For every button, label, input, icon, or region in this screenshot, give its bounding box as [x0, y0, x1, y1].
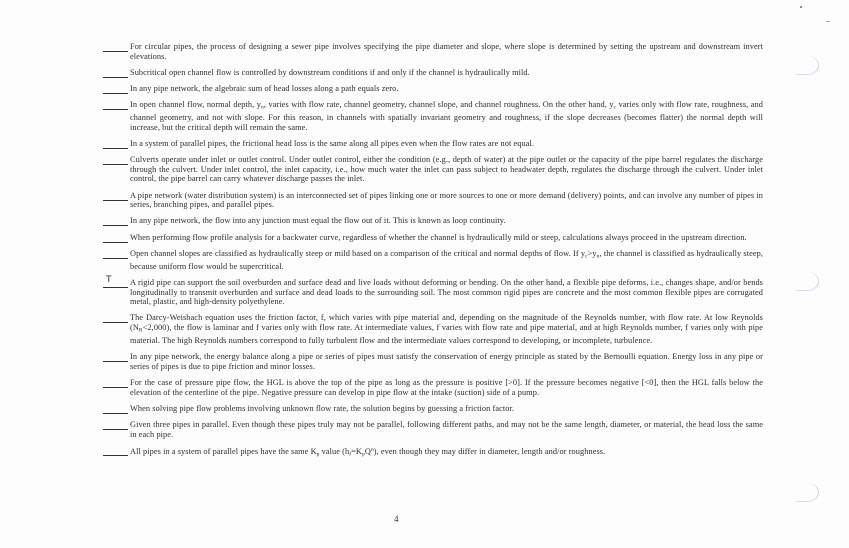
- question-item: [103, 249, 763, 272]
- question-text: In open channel flow, normal depth, $y_n$, varies with flow rate, channel geometry, channel slope, and channel roughness. On the other hand, $y_c$ varies only with flow rate, roughness, and channel geometry, and not with slope. For this reason, in channels with spatially invariant geometry and roughness, if the slope decreases (becomes flatter) the normal depth will increase, but the critical depth will remain the same.: [130, 100, 763, 132]
- question-item: [103, 68, 763, 78]
- question-text: When performing flow profile analysis for a backwater curve, regardless of whether the channel is hydraulically mild or steep, calculations always proceed in the upstream direction.: [130, 232, 747, 242]
- question-item: [103, 191, 763, 210]
- question-text: For the case of pressure pipe flow, the HGL is above the top of the pipe as long as the pressure is positive [>0]. If the pressure becomes negative [<0], then the HGL falls below the elevation of the centerline of the pipe. Negative pressure can develop in pipe flow at the intake (suction) side of a pump.: [130, 378, 763, 397]
- question-text: In any pipe network, the algebraic sum of head losses along a path equals zero.: [130, 83, 399, 93]
- question-item: [103, 84, 763, 94]
- answer-blank[interactable]: [103, 139, 128, 149]
- question-item: [103, 233, 763, 243]
- page-number: 4: [394, 514, 399, 524]
- question-text: Subcritical open channel flow is controlled by downstream conditions if and only if the channel is hydraulically mild.: [130, 67, 530, 77]
- handwritten-answer: T: [106, 275, 112, 286]
- answer-blank[interactable]: [103, 191, 128, 201]
- question-text: Open channel slopes are classified as hydraulically steep or mild based on a comparison of the critical and normal depths of flow. If $y_c>y_n$, the channel is classified as hydraulically steep, because uniform flow would be supercritical.: [130, 248, 763, 271]
- question-item: [103, 446, 763, 460]
- answer-blank[interactable]: [103, 233, 128, 243]
- question-text: A rigid pipe can support the soil overburden and surface dead and live loads without deforming or bending. On the other hand, a flexible pipe deforms, i.e., changes shape, and/or bends longitudinally to transmit overburden and surface and dead loads to the surrounding soil. The most common rigid pipes are concrete and the most common flexible pipes are corrugated metal, plastic, and high-density polyethylene.: [130, 278, 763, 307]
- question-text: All pipes in a system of parallel pipes have the same $K_p$ value $(h_f=K_pQ^n)$, even though they may differ in diameter, length and/or roughness.: [130, 446, 606, 458]
- question-item: [103, 313, 763, 345]
- answer-blank[interactable]: [103, 249, 128, 259]
- question-text: In any pipe network, the flow into any junction must equal the flow out of it. This is known as loop continuity.: [130, 216, 506, 226]
- question-item: [103, 420, 763, 439]
- question-text: When solving pipe flow problems involving unknown flow rate, the solution begins by guessing a friction factor.: [130, 403, 515, 413]
- question-item: [103, 216, 763, 226]
- question-text: Culverts operate under inlet or outlet control. Under outlet control, either the condition (e.g., depth of water) at the pipe outlet or the capacity of the pipe barrel regulates the discharge through the culvert. Under inlet control, the inlet capacity, i.e., how much water the inlet can pass subject to headwater depth, regulates the discharge through the culvert. Under inlet control, the pipe barrel can carry whatever discharge passes the inlet.: [130, 155, 763, 184]
- question-item: [103, 378, 763, 397]
- question-text: In a system of parallel pipes, the frictional head loss is the same along all pipes even when the flow rates are not equal.: [130, 139, 535, 149]
- scan-speck: [800, 6, 802, 8]
- answer-blank[interactable]: [103, 84, 128, 94]
- true-false-question-list: [103, 42, 763, 467]
- punch-hole-mark: [796, 56, 819, 75]
- answer-blank[interactable]: [103, 155, 128, 165]
- question-item: [103, 404, 763, 414]
- answer-blank[interactable]: [103, 420, 128, 430]
- punch-hole-mark: [796, 483, 819, 502]
- answer-blank[interactable]: [103, 275, 128, 288]
- question-item: [103, 100, 763, 132]
- answer-blank[interactable]: [103, 352, 128, 362]
- answer-blank[interactable]: [103, 378, 128, 388]
- answer-blank[interactable]: [103, 100, 128, 110]
- question-text: The Darcy-Weisbach equation uses the friction factor, f, which varies with pipe material and, depending on the magnitude of the Reynolds number, with flow rate. At low Reynolds $(N_R<2,000)$, the flow is laminar and f varies only with flow rate. At intermediate values, f varies with flow rate and pipe material, and at high Reynolds number, f varies only with pipe material. The high Reynolds numbers correspond to fully turbulent flow and the intermediate values correspond to developing, or incomplete, turbulence.: [130, 313, 763, 346]
- question-item: [103, 352, 763, 371]
- answer-blank[interactable]: [103, 68, 128, 78]
- answer-blank[interactable]: [103, 313, 128, 323]
- question-item: [103, 139, 763, 149]
- question-text: Given three pipes in parallel. Even though these pipes truly may not be parallel, following different paths, and may not be the same length, diameter, or material, the head loss the same in each pipe.: [130, 420, 763, 439]
- question-item: [103, 155, 763, 184]
- answer-blank[interactable]: [103, 42, 128, 52]
- question-item: [103, 42, 763, 61]
- answer-blank[interactable]: [103, 216, 128, 226]
- answer-blank[interactable]: [103, 446, 128, 456]
- question-text: In any pipe network, the energy balance along a pipe or series of pipes must satisfy the conservation of energy principle as stated by the Bernoulli equation. Energy loss in any pipe or series of pipes is due to pipe friction and minor losses.: [130, 352, 763, 371]
- question-text: For circular pipes, the process of designing a sewer pipe involves specifying the pipe diameter and slope, where slope is determined by setting the upstream and downstream invert elevations.: [130, 42, 763, 61]
- punch-hole-mark: [796, 272, 819, 291]
- question-item: [103, 275, 763, 307]
- scan-mark: [826, 21, 830, 22]
- question-text: A pipe network (water distribution system) is an interconnected set of pipes linking one or more sources to one or more demand (delivery) points, and can involve any number of pipes in series, branching pipes, and parallel pipes.: [130, 190, 763, 210]
- answer-blank[interactable]: [103, 404, 128, 414]
